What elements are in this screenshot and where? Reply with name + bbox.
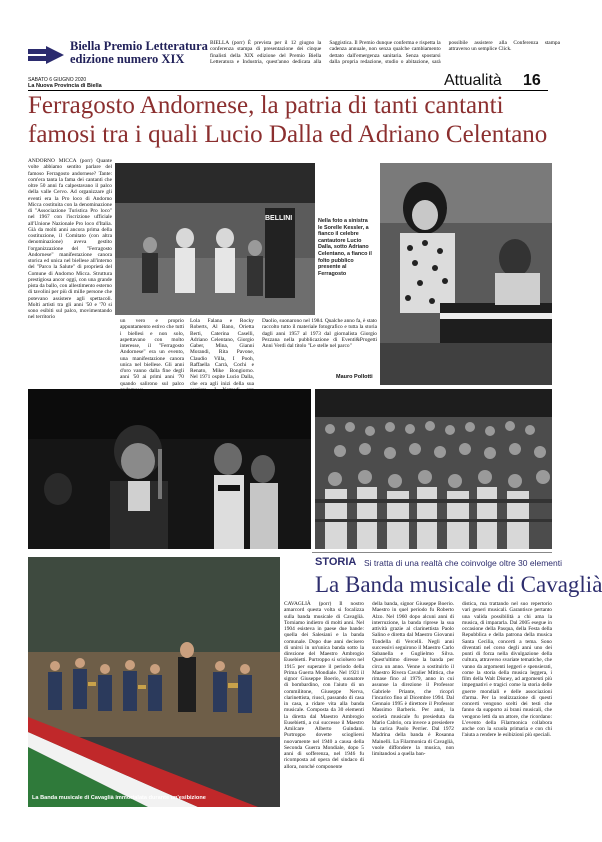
article1-headline	[28, 92, 556, 149]
banner-title-line1: Biella Premio Letteratura	[70, 39, 208, 53]
photo-banda-svg	[28, 557, 280, 807]
page-number: 16	[523, 72, 541, 89]
photo-adriano-celentano	[28, 389, 311, 549]
photo-banda-cavaglia	[28, 557, 280, 807]
article1-photo-caption: Nella foto a sinistra le Sorelle Kessler, a fianco il celebre cantautore Lucio Dalla, sotto Adriano Celentano, a fianco il folto pubblico presente al Ferragosto	[318, 218, 372, 277]
header-rule	[28, 90, 548, 91]
article1-headline-line2: famosi tra i quali Lucio Dalla ed Adriano Celentano	[28, 120, 548, 148]
article1-author: Mauro Pollotti	[336, 374, 373, 380]
article2-column-1: CAVAGLIÀ (porr) Il nostro amarcord questa volta si focalizza sulla banda musicale di Cavaglià. Torniamo indietro di molti anni. Nel 1904 esisteva in paese due bande: quella dei Salesiani e la banda comunale. Dopo due anni decisero di unirsi in un'unica banda sotto la direzione del Maestro Ambrogio Eusebietti. Purtroppo si sciolsero nel 1915 per superare il periodo della Prima Guerra Mondiale. Nel 1921 il signor Giuseppe Boerio, suonatore di bombardino, con l'aiuto di un commilitone, Giuseppe Nerva, clarinettista, riuscì, passando di casa in casa, a ridare vita alla banda musicale. Composta da 30 elementi la diretta dal Maestro Ambrogio Eusebietti, a cui successe il Maestro Amilcare Alberto Guindani. Purtroppo dovette sciogliersi nuovamente nel 1940 a causa della Seconda Guerra Mondiale, dopo 5 anni di sofferenza, nel 1946 fu ricomposta ad opera del sindaco di allora, nonché componente	[284, 601, 364, 770]
section-label: Attualità	[444, 72, 502, 89]
article2-column-2: della banda, signor Giuseppe Boerio. Maestro in quel periodo fu Roberto Alzo. Nel 1960 dopo alcuni anni di interruzione, la banda riprese la sua attività grazie al clarinettista Paolo Salino e diretta dal Maestro Giovanni Tondella di Vercelli. Negli anni successivi seguirono il Maestro Carlo Sabanella e Guglielmo Silva. Quest'ultimo diresse la banda per circa un anno. Venne a sostituirlo il Maestro Rivera Cavalier Mittica, che rimase fino al 1979, anno in cui assunse la direzione il Professor Gabriele Priante, che ricoprì l'incarico fino al Dicembre 1994. Dal Gennaio 1995 è direttore il Professor Massimo Barberis. Per anni, la società musicale fu presieduta da Mario Cabrio, ora invece a presiedere la carica Paolo Perrier. Dal 1972 Madrina della banda è Rosanna Mainelli. La Filarmonica di Cavaglià, vuole diffondere la musica, non limitandosi a quella ban-	[372, 601, 454, 757]
banner-title-line2: edizione numero XIX	[70, 52, 185, 66]
article2-kicker: STORIA	[315, 556, 357, 568]
article1-column-2: un vero e proprio appuntamento estivo che tutti i biellesi e non solo, aspettavano con molto interesse, il "Ferragosto Andornese" era un evento, una manifestazione canora unica nel biellese. Gli anni d'oro vanno dalla fine degli anni '50 ai primi anni '70 quando salirono sul palco	[120, 318, 184, 387]
photo-crowd-svg	[315, 389, 552, 549]
photo-kessler-svg	[115, 163, 315, 315]
article2-photo-caption: La Banda musicale di Cavaglià immortalata durante un'esibizione	[32, 795, 206, 801]
article2-header-rule	[312, 552, 552, 553]
header-date: SABATO 6 GIUGNO 2020	[28, 77, 87, 83]
article1-column-3: Lola Falana e Rocky Roberts, Al Bano, Orietta Berti, Caterina Caselli, Adriano Celentano, Giorgio Gaber, Mina, Gianni Morandi, Rita Pavone, Claudio Villa, I Pooh, Raffaella Carrà, Cochi e Renato, Mike Bongiorno. Nel 1971 ospite Lucio Dalla, che era agli inizi della sua	[190, 318, 254, 387]
photo-kessler-sisters	[115, 163, 315, 315]
promo-banner	[28, 39, 560, 68]
article1-column-4: Daolio, suonarono nel 1984. Qualche anno fa, è stato raccolto tutto il materiale fotografico e tutta la storia dagli anni 1957 al 1973 dal giornalista Giorgio Pezzana nella pubblicazione di Eventi&Progetti Anni Verdi dal titolo "Le stelle nel parco"	[262, 318, 377, 349]
photo-crowd-audience	[315, 389, 552, 549]
article2-headline: La Banda musicale di Cavaglià	[315, 572, 602, 597]
banner-title	[70, 40, 230, 66]
article1-column-1: ANDORNO MICCA (porr) Quante volte abbiamo sentito parlare del famoso Ferragosto andornese? Tante: com'era tanta la fama dei cantanti che oltre 50 anni fa calpestavano il palco della valle Cervo. Ad organizzare gli eventi era la Pro loco di Andorno Micca costituita con la denominazione di "Associazione Turistica Pro loco" nel 1967 con l'iscrizione ufficiale all'Unione Nazionale Pro loco d'Italia. Già da molti anni ancora prima della costituzione, il Comitato (con altra denominazione) aveva gestito l'organizzazione del "Ferragosto Andornese" manifestazione canora storica ed unica nel biellese all'interno del "Parco la Salute" di proprietà del Comune di Andorno Micca. Struttura prestigiosa ancor oggi, con una grande pista da ballo, con allestimento esterno di tavolini per più di mille persone che potevano assistere agli spettacoli. Molti artisti tra gli anni '50 e '70 si sono esibiti sul palco, movimentando nel territorio	[28, 158, 112, 321]
photo-dalla-svg	[380, 163, 552, 385]
article2-column-3: distica, ma trattando nel suo repertorio vari generi musicali. Garantisce pertanto una valida possibilità a chi ama la musica, di impararla. Dal 2005 esegue in occasione della Pasqua, della Festa della Repubblica e della patrona della musica Santa Cecilia, concerti a tema. Sono diventati nel corso degli anni uno dei punti di forza nella divulgazione della cultura, attraverso svariate tematiche, che vanno da argomenti leggeri e spensierati, come la storia della musica leggera, i film della Walt Disney, ad argomenti più impegnativi e tragici come la storia delle guerre mondiali e delle associazioni d'arma. Per la realizzazione di questi concerti vengono scelti dei testi che fanno da supporto ai brani musicali, che vengono letti da un attore, che ricordano: L'evento della Filarmonica collabora anche con la scuola primaria e con chi l'aiuta a rendere le esibizioni più speciali.	[462, 601, 552, 739]
header-paper-name: La Nuova Provincia di Biella	[28, 83, 102, 89]
arrow-right-icon	[28, 46, 64, 64]
banner-text: BIELLA (porr) È prevista per il 12 giugno la conferenza stampa di presentazione dei cinque finalisti della XIX edizione del Premio Biella Letteratura e Industria, quest'anno dedicata alla Saggistica. Il Premio dunque conferma e rispetta la cadenza annuale, non senza qualche cambiamento dettato dall'emergenza sanitaria. Senza spostarsi dalla propria redazione, studio o abitazione, sarà possibile assistere alla Conferenza stampa attraverso un semplice Click.	[210, 40, 560, 65]
photo-celentano-svg	[28, 389, 311, 549]
stage-sign: BELLINI	[265, 215, 293, 222]
photo-lucio-dalla	[380, 163, 552, 385]
article2-subhead: Si tratta di una realtà che coinvolge oltre 30 elementi	[364, 558, 562, 568]
article1-headline-line1: Ferragosto Andornese, la patria di tanti cantanti	[28, 92, 504, 119]
